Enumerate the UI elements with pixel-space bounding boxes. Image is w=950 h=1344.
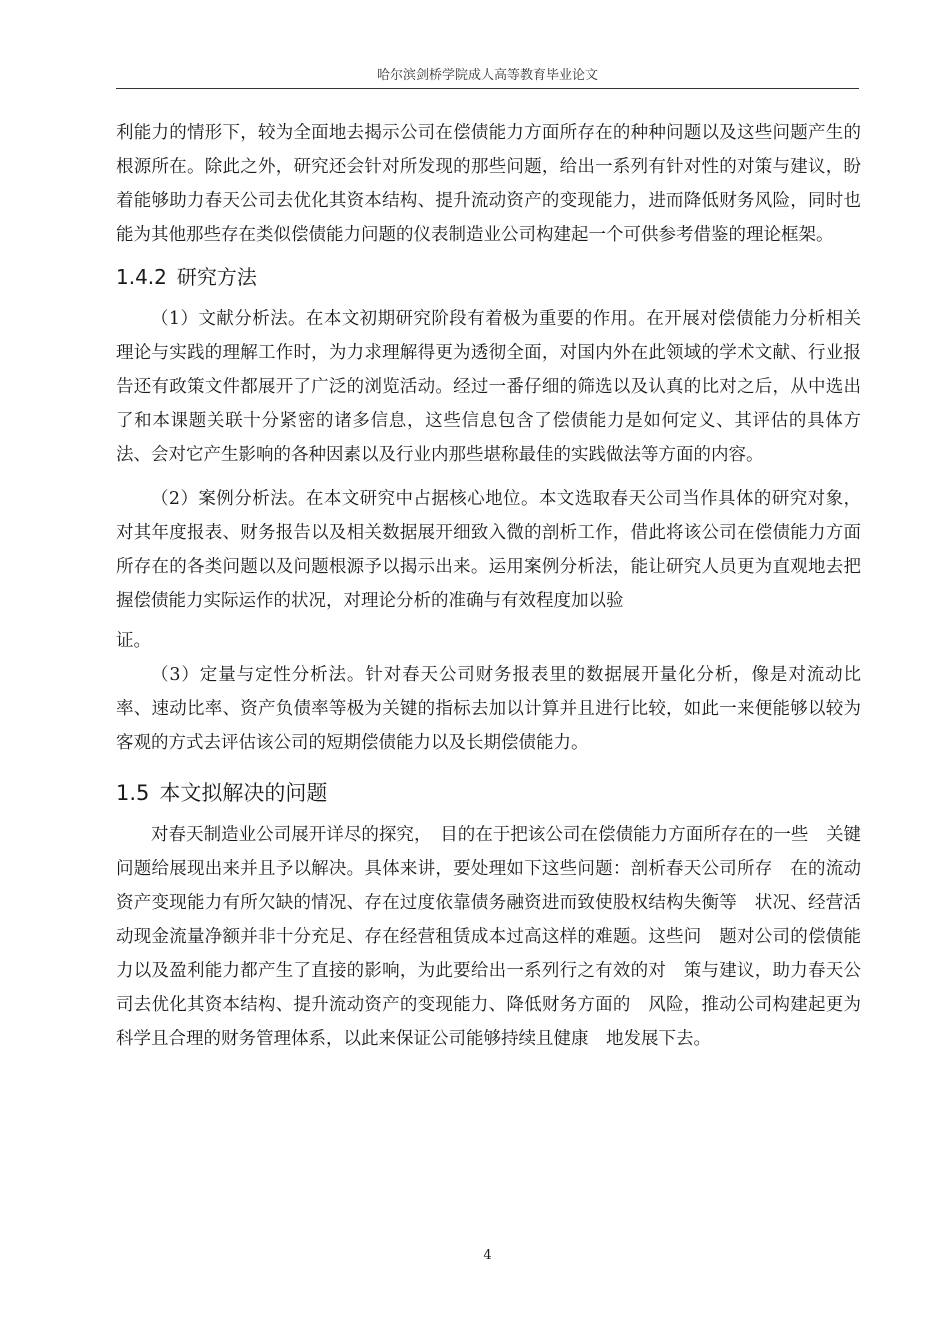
section-title: 研究方法 xyxy=(176,265,257,289)
section-heading-1-4-2 xyxy=(116,262,861,292)
method-paragraph-quantitative: （3）定量与定性分析法。针对春天公司财务报表里的数据展开量化分析，像是对流动比率、速动比率、资产负债率等极为关键的指标去加以计算并且进行比较，如此一来便能够以较为客观的方式去评估该公司的短期偿债能力以及长期偿债能力。 xyxy=(116,665,861,753)
section-heading-1-5 xyxy=(116,778,861,808)
method-paragraph-case-study: （2）案例分析法。在本文研究中占据核心地位。本文选取春天公司当作具体的研究对象，对其年度报表、财务报告以及相关数据展开细致入微的剖析工作，借此将该公司在偿债能力方面所存在的各类问题以及问题根源予以揭示出来。运用案例分析法，能让研究人员更为直观地去把握偿债能力实际运作的状况，对理论分析的准确与有效程度加以验 xyxy=(116,489,861,611)
method-paragraph-literature: （1）文献分析法。在本文初期研究阶段有着极为重要的作用。在开展对偿债能力分析相关理论与实践的理解工作时，为力求理解得更为透彻全面，对国内外在此领域的学术文献、行业报告还有政策文件都展开了广泛的浏览活动。经过一番仔细的筛选以及认真的比对之后，从中选出了和本课题关联十分紧密的诸多信息，这些信息包含了偿债能力是如何定义、其评估的具体方法、会对它产生影响的各种因素以及行业内那些堪称最佳的实践做法等方面的内容。 xyxy=(116,309,861,465)
document-body xyxy=(116,116,861,1056)
section-number: 1.4.2 xyxy=(116,265,167,289)
section-number: 1.5 xyxy=(116,781,150,805)
header-rule xyxy=(116,88,859,89)
running-header: 哈尔滨剑桥学院成人高等教育毕业论文 xyxy=(376,68,598,83)
method-paragraph-case-study-tail: 证。 xyxy=(116,631,151,651)
section-title: 本文拟解决的问题 xyxy=(159,781,328,805)
intro-continuation-paragraph: 利能力的情形下，较为全面地去揭示公司在偿债能力方面所存在的种种问题以及这些问题产生的根源所在。除此之外，研究还会针对所发现的那些问题，给出一系列有针对性的对策与建议，盼着能够助力春天公司去优化其资本结构、提升流动资产的变现能力，进而降低财务风险，同时也能为其他那些存在类似偿债能力问题的仪表制造业公司构建起一个可供参考借鉴的理论框架。 xyxy=(116,123,861,245)
page-number: 4 xyxy=(483,1248,492,1263)
problem-paragraph: 对春天制造业公司展开详尽的探究， 目的在于把该公司在偿债能力方面所存在的一些 关键问题给展现出来并且予以解决。具体来讲，要处理如下这些问题：剖析春天公司所存 在的流动资产变现能力有所欠缺的情况、存在过度依靠债务融资进而致使股权结构失衡等 状况、经营活动现金流量净额并非十分充足、存在经营租赁成本过高这样的难题。这些问 题对公司的偿债能力以及盈利能力都产生了直接的影响，为此要给出一系列行之有效的对 策与建议，助力春天公司去优化其资本结构、提升流动资产的变现能力、降低财务方面的 风险，推动公司构建起更为科学且合理的财务管理体系，以此来保证公司能够持续且健康 地发展下去。 xyxy=(116,825,861,1049)
